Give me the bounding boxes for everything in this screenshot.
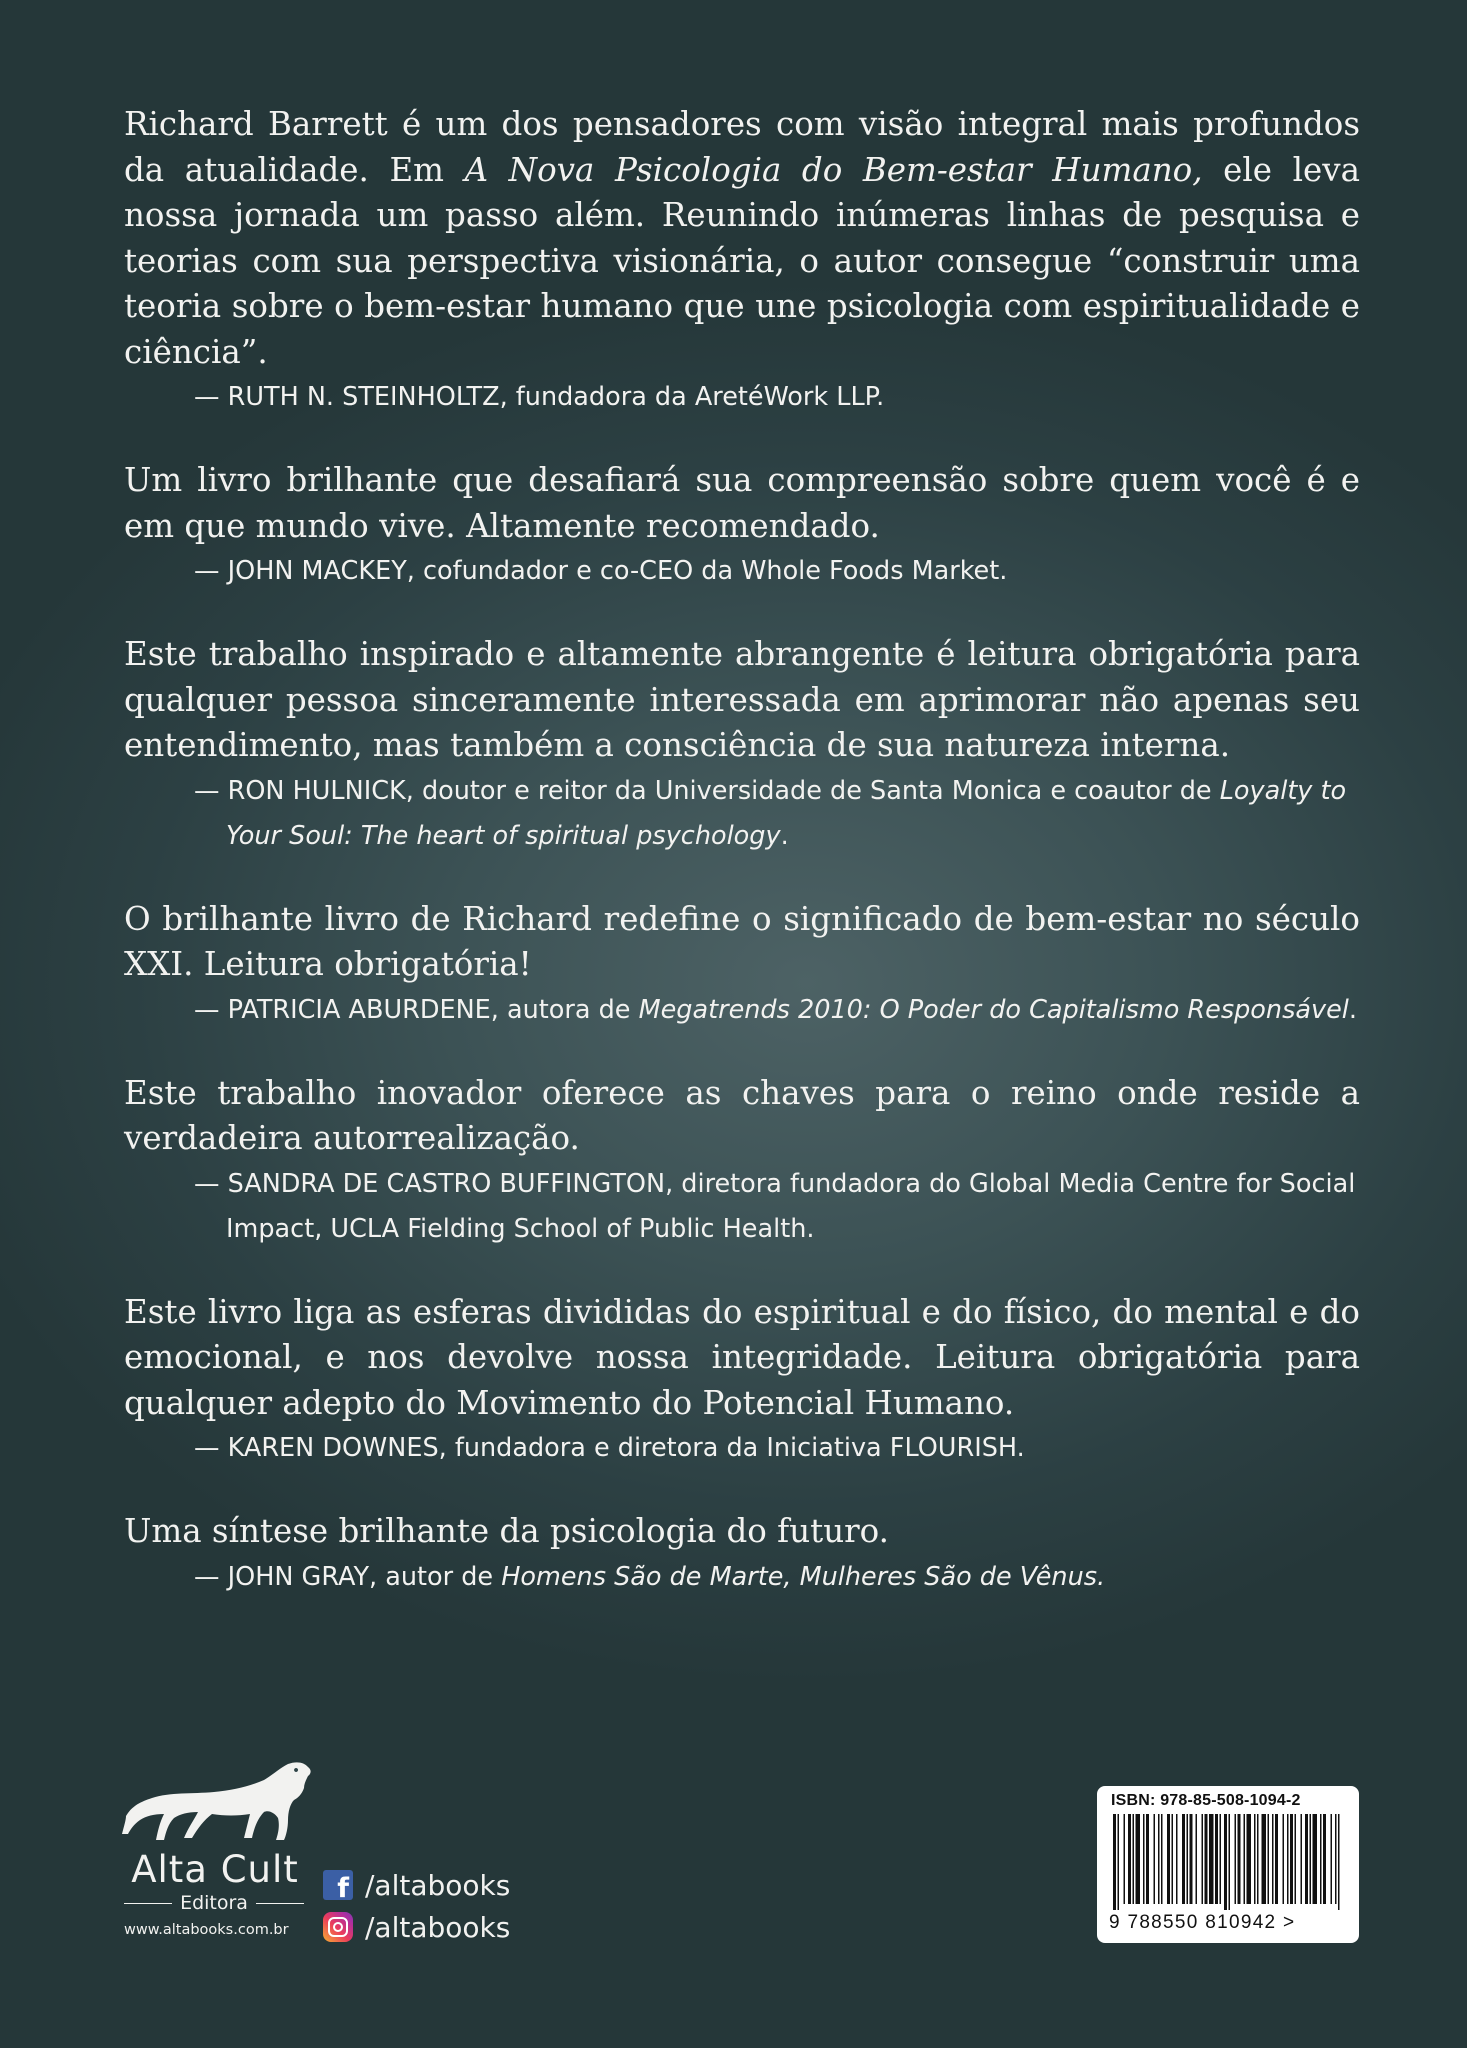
barcode-bar (1158, 1814, 1160, 1904)
quote-attribution (194, 375, 1360, 420)
barcode-bar (1335, 1814, 1337, 1904)
barcode-bar (1268, 1814, 1270, 1904)
publisher-subtitle (124, 1892, 304, 1914)
barcode-bar (1287, 1814, 1289, 1904)
barcode-bar (1254, 1814, 1256, 1904)
barcode-bar (1118, 1814, 1120, 1910)
barcode-bar (1220, 1814, 1222, 1904)
author-credentials: diretora fundadora do Global Media Centre for Social Impact, UCLA Fielding School of Public Health. (226, 1168, 1356, 1244)
barcode-bar (1113, 1814, 1116, 1910)
author-name: — JOHN MACKEY, (194, 556, 415, 586)
isbn-barcode (1097, 1786, 1359, 1943)
barcode-bar (1167, 1814, 1170, 1904)
barcode-bar (1295, 1814, 1297, 1904)
quote-text (124, 102, 1360, 375)
social-links (323, 1864, 510, 1948)
divider (124, 1903, 172, 1904)
author-credentials: fundadora e diretora da Iniciativa FLOURISH. (446, 1433, 1025, 1463)
quote-attribution (194, 1426, 1360, 1471)
barcode-bar (1238, 1814, 1241, 1904)
book-title: Homens São de Marte, Mulheres São de Vênus. (501, 1561, 1106, 1592)
barcode-bar (1146, 1814, 1149, 1904)
barcode-bar (1310, 1814, 1312, 1904)
barcode-bar (1224, 1814, 1227, 1910)
barcode-bar (1205, 1814, 1208, 1904)
barcode-bar (1229, 1814, 1231, 1910)
barcode-bar (1154, 1814, 1156, 1904)
instagram-icon (323, 1912, 353, 1942)
barcode-bar (1283, 1814, 1285, 1904)
barcode-digits: 9 788550 810942 > (1109, 1912, 1296, 1933)
quote-text: Um livro brilhante que desafiará sua compreensão sobre quem você é e em que mundo vive. Altamente recomendado. (124, 461, 1360, 545)
facebook-link[interactable] (323, 1864, 510, 1906)
facebook-handle: /altabooks (365, 1868, 511, 1902)
quote-book-title: A Nova Psicologia do Bem-estar Humano, (464, 150, 1203, 189)
author-name: — RUTH N. STEINHOLTZ, (194, 382, 508, 412)
barcode-bar (1202, 1814, 1204, 1904)
barcode-bar (1133, 1814, 1135, 1904)
barcode-bar (1209, 1814, 1214, 1904)
author-name: — RON HULNICK, (194, 775, 414, 806)
instagram-link[interactable] (323, 1906, 510, 1948)
quote-text: Este livro liga as esferas divididas do espiritual e do físico, do mental e do emocional, e nos devolve nossa integridade. Leitura obrigatória para qualquer adepto do Movimento do Potencial Humano. (124, 1292, 1360, 1422)
quote-attribution (194, 549, 1360, 594)
punctuation: . (780, 820, 789, 851)
author-name: — SANDRA DE CASTRO BUFFINGTON, (194, 1168, 674, 1199)
barcode-bar (1331, 1814, 1333, 1904)
barcode-bar (1190, 1814, 1193, 1904)
instagram-handle: /altabooks (365, 1910, 511, 1944)
endorsement-3 (124, 632, 1360, 859)
author-credentials: cofundador e co-CEO da Whole Foods Market. (414, 556, 1008, 586)
author-credentials: doutor e reitor da Universidade de Santa Monica e coautor de (413, 775, 1220, 806)
barcode-bar (1313, 1814, 1318, 1904)
publisher-website[interactable]: www.altabooks.com.br (124, 1922, 289, 1938)
endorsement-4 (124, 897, 1360, 1033)
barcode-bar (1305, 1814, 1308, 1904)
barcode-bar (1244, 1814, 1246, 1904)
barcode-bar (1290, 1814, 1293, 1904)
quote-attribution (194, 1162, 1360, 1252)
barcode-bar (1176, 1814, 1178, 1904)
barcode-bar (1124, 1814, 1126, 1904)
book-title: Megatrends 2010: O Poder do Capitalismo Responsável (638, 994, 1349, 1025)
barcode-bar (1215, 1814, 1218, 1904)
barcode-bar (1235, 1814, 1237, 1904)
quote-text: O brilhante livro de Richard redefine o significado de bem-estar no século XXI. Leitura obrigatória! (124, 899, 1360, 983)
barcode-bar (1143, 1814, 1145, 1904)
endorsement-5 (124, 1071, 1360, 1252)
publisher-name: Alta Cult (131, 1848, 299, 1891)
panther-icon (118, 1758, 318, 1844)
facebook-icon: f (323, 1870, 353, 1900)
barcode-bars (1113, 1814, 1343, 1910)
barcode-bar (1275, 1814, 1278, 1904)
quote-attribution (194, 988, 1360, 1033)
barcode-bar (1187, 1814, 1189, 1904)
barcode-bar (1257, 1814, 1259, 1904)
barcode-bar (1272, 1814, 1274, 1904)
barcode-bar (1161, 1814, 1163, 1904)
author-name: — PATRICIA ABURDENE, (194, 994, 499, 1025)
quote-attribution (194, 1555, 1360, 1600)
barcode-bar (1196, 1814, 1198, 1904)
endorsement-2 (124, 458, 1360, 594)
quote-text: Uma síntese brilhante da psicologia do futuro. (124, 1512, 889, 1550)
barcode-bar (1182, 1814, 1185, 1904)
author-credentials: fundadora da AretéWork LLP. (507, 382, 885, 412)
barcode-bar (1320, 1814, 1322, 1904)
barcode-bar (1338, 1814, 1340, 1910)
quote-text-part: Richard Barrett é um dos pensadores com visão integral mais profundos da atualidade. Em (124, 105, 1360, 189)
author-name: — JOHN GRAY, (194, 1561, 378, 1592)
isbn-label: ISBN: 978-85-508-1094-2 (1111, 1792, 1301, 1809)
quote-text-part: ele leva nossa jornada um passo além. Reunindo inúmeras linhas de pesquisa e teorias com sua perspectiva visionária, o autor consegue “construir uma teoria sobre o bem-estar humano que une psicologia com espiritualidade e ciência”. (124, 150, 1360, 371)
author-credentials: autor de (377, 1561, 502, 1592)
quote-attribution (194, 769, 1360, 859)
barcode-bar (1262, 1814, 1267, 1904)
barcode-bar (1136, 1814, 1141, 1904)
endorsement-7 (124, 1509, 1360, 1600)
endorsements (124, 102, 1360, 1600)
barcode-bar (1128, 1814, 1131, 1904)
barcode-bar (1323, 1814, 1326, 1904)
divider (256, 1903, 304, 1904)
punctuation: . (1348, 994, 1357, 1025)
barcode-bar (1247, 1814, 1252, 1904)
book-title: Loyalty to Your Soul: The heart of spiritual psychology (226, 775, 1347, 851)
publisher-subtitle-text: Editora (180, 1892, 248, 1914)
barcode-bar (1172, 1814, 1174, 1904)
quote-text: Este trabalho inovador oferece as chaves para o reino onde reside a verdadeira autorrealização. (124, 1073, 1360, 1157)
author-name: — KAREN DOWNES, (194, 1433, 447, 1463)
quote-text: Este trabalho inspirado e altamente abrangente é leitura obrigatória para qualquer pessoa sinceramente interessada em aprimorar não apenas seu entendimento, mas também a consciência de sua natureza interna. (124, 635, 1360, 764)
endorsement-1 (124, 102, 1360, 420)
barcode-bar (1301, 1814, 1303, 1904)
author-credentials: autora de (498, 994, 639, 1025)
endorsement-6 (124, 1290, 1360, 1472)
